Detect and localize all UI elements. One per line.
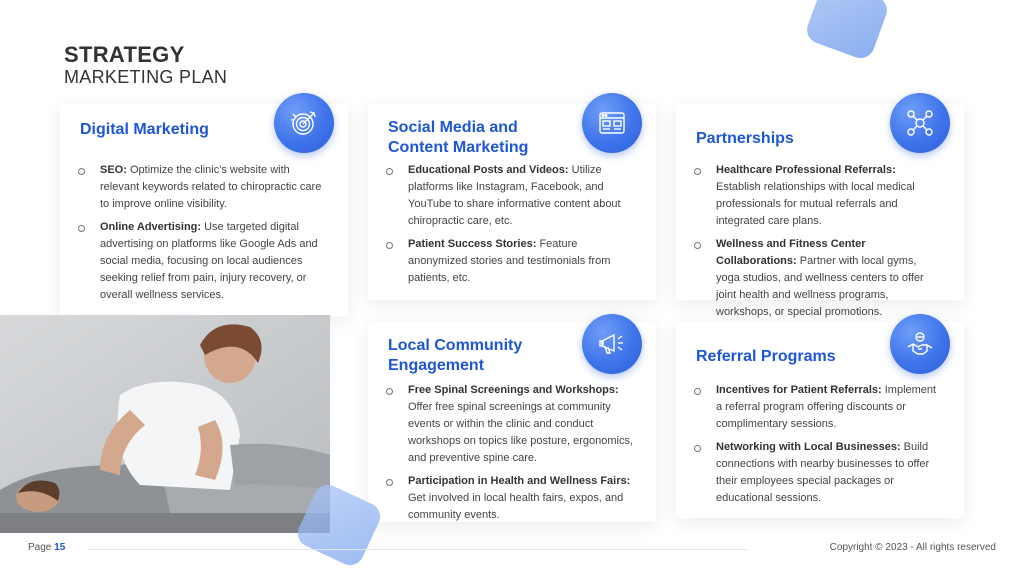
list-item: Participation in Health and Wellness Fairs: Get involved in local health fairs, expos, and community events. <box>384 473 638 524</box>
card-items <box>692 162 942 327</box>
list-item: Educational Posts and Videos: Utilize platforms like Instagram, Facebook, and YouTube to share informative content about chiropractic care, etc. <box>384 162 634 230</box>
list-item: Online Advertising: Use targeted digital advertising on platforms like Google Ads and social media, focusing on local audiences seeking relief from pain, injury recovery, or overall wellness services. <box>76 219 324 304</box>
decorative-tile-top <box>803 0 891 62</box>
card-title: Social Media and Content Marketing <box>388 119 529 156</box>
page-subtitle: MARKETING PLAN <box>64 67 228 87</box>
handshake-icon <box>890 314 950 374</box>
page-number: 15 <box>54 542 66 553</box>
page-indicator: Page 15 <box>28 542 66 553</box>
card-items <box>384 162 634 293</box>
list-item: Incentives for Patient Referrals: Implement a referral program offering discounts or complimentary sessions. <box>692 382 942 433</box>
list-item: Patient Success Stories: Feature anonymized stories and testimonials from patients, etc. <box>384 236 634 287</box>
list-item: Healthcare Professional Referrals: Establish relationships with local medical professionals for mutual referrals and integrated care plans. <box>692 162 942 230</box>
megaphone-icon <box>582 314 642 374</box>
card-title: Referral Programs <box>696 348 836 365</box>
card-items <box>692 382 942 513</box>
browser-icon <box>582 93 642 153</box>
card-items <box>76 162 324 310</box>
list-item: Networking with Local Businesses: Build connections with nearby businesses to offer their employees special packages or educational sessions. <box>692 439 942 507</box>
card-items <box>384 382 638 530</box>
list-item: SEO: Optimize the clinic's website with relevant keywords related to chiropractic care to improve online visibility. <box>76 162 324 213</box>
list-item: Free Spinal Screenings and Workshops: Offer free spinal screenings at community events or within the clinic and conduct workshops on topics like posture, ergonomics, and preventive spine care. <box>384 382 638 467</box>
list-item: Wellness and Fitness Center Collaborations: Partner with local gyms, yoga studios, and wellness centers to offer joint health and wellness programs, workshops, or special promotions. <box>692 236 942 321</box>
target-icon <box>274 93 334 153</box>
chiropractic-treatment-photo <box>0 315 330 533</box>
copyright-text: Copyright © 2023 - All rights reserved <box>829 542 996 553</box>
page-title: STRATEGY <box>64 42 185 67</box>
footer-divider <box>88 549 748 550</box>
card-title: Digital Marketing <box>80 121 209 138</box>
network-icon <box>890 93 950 153</box>
card-title: Local Community Engagement <box>388 337 523 374</box>
card-title: Partnerships <box>696 130 794 147</box>
